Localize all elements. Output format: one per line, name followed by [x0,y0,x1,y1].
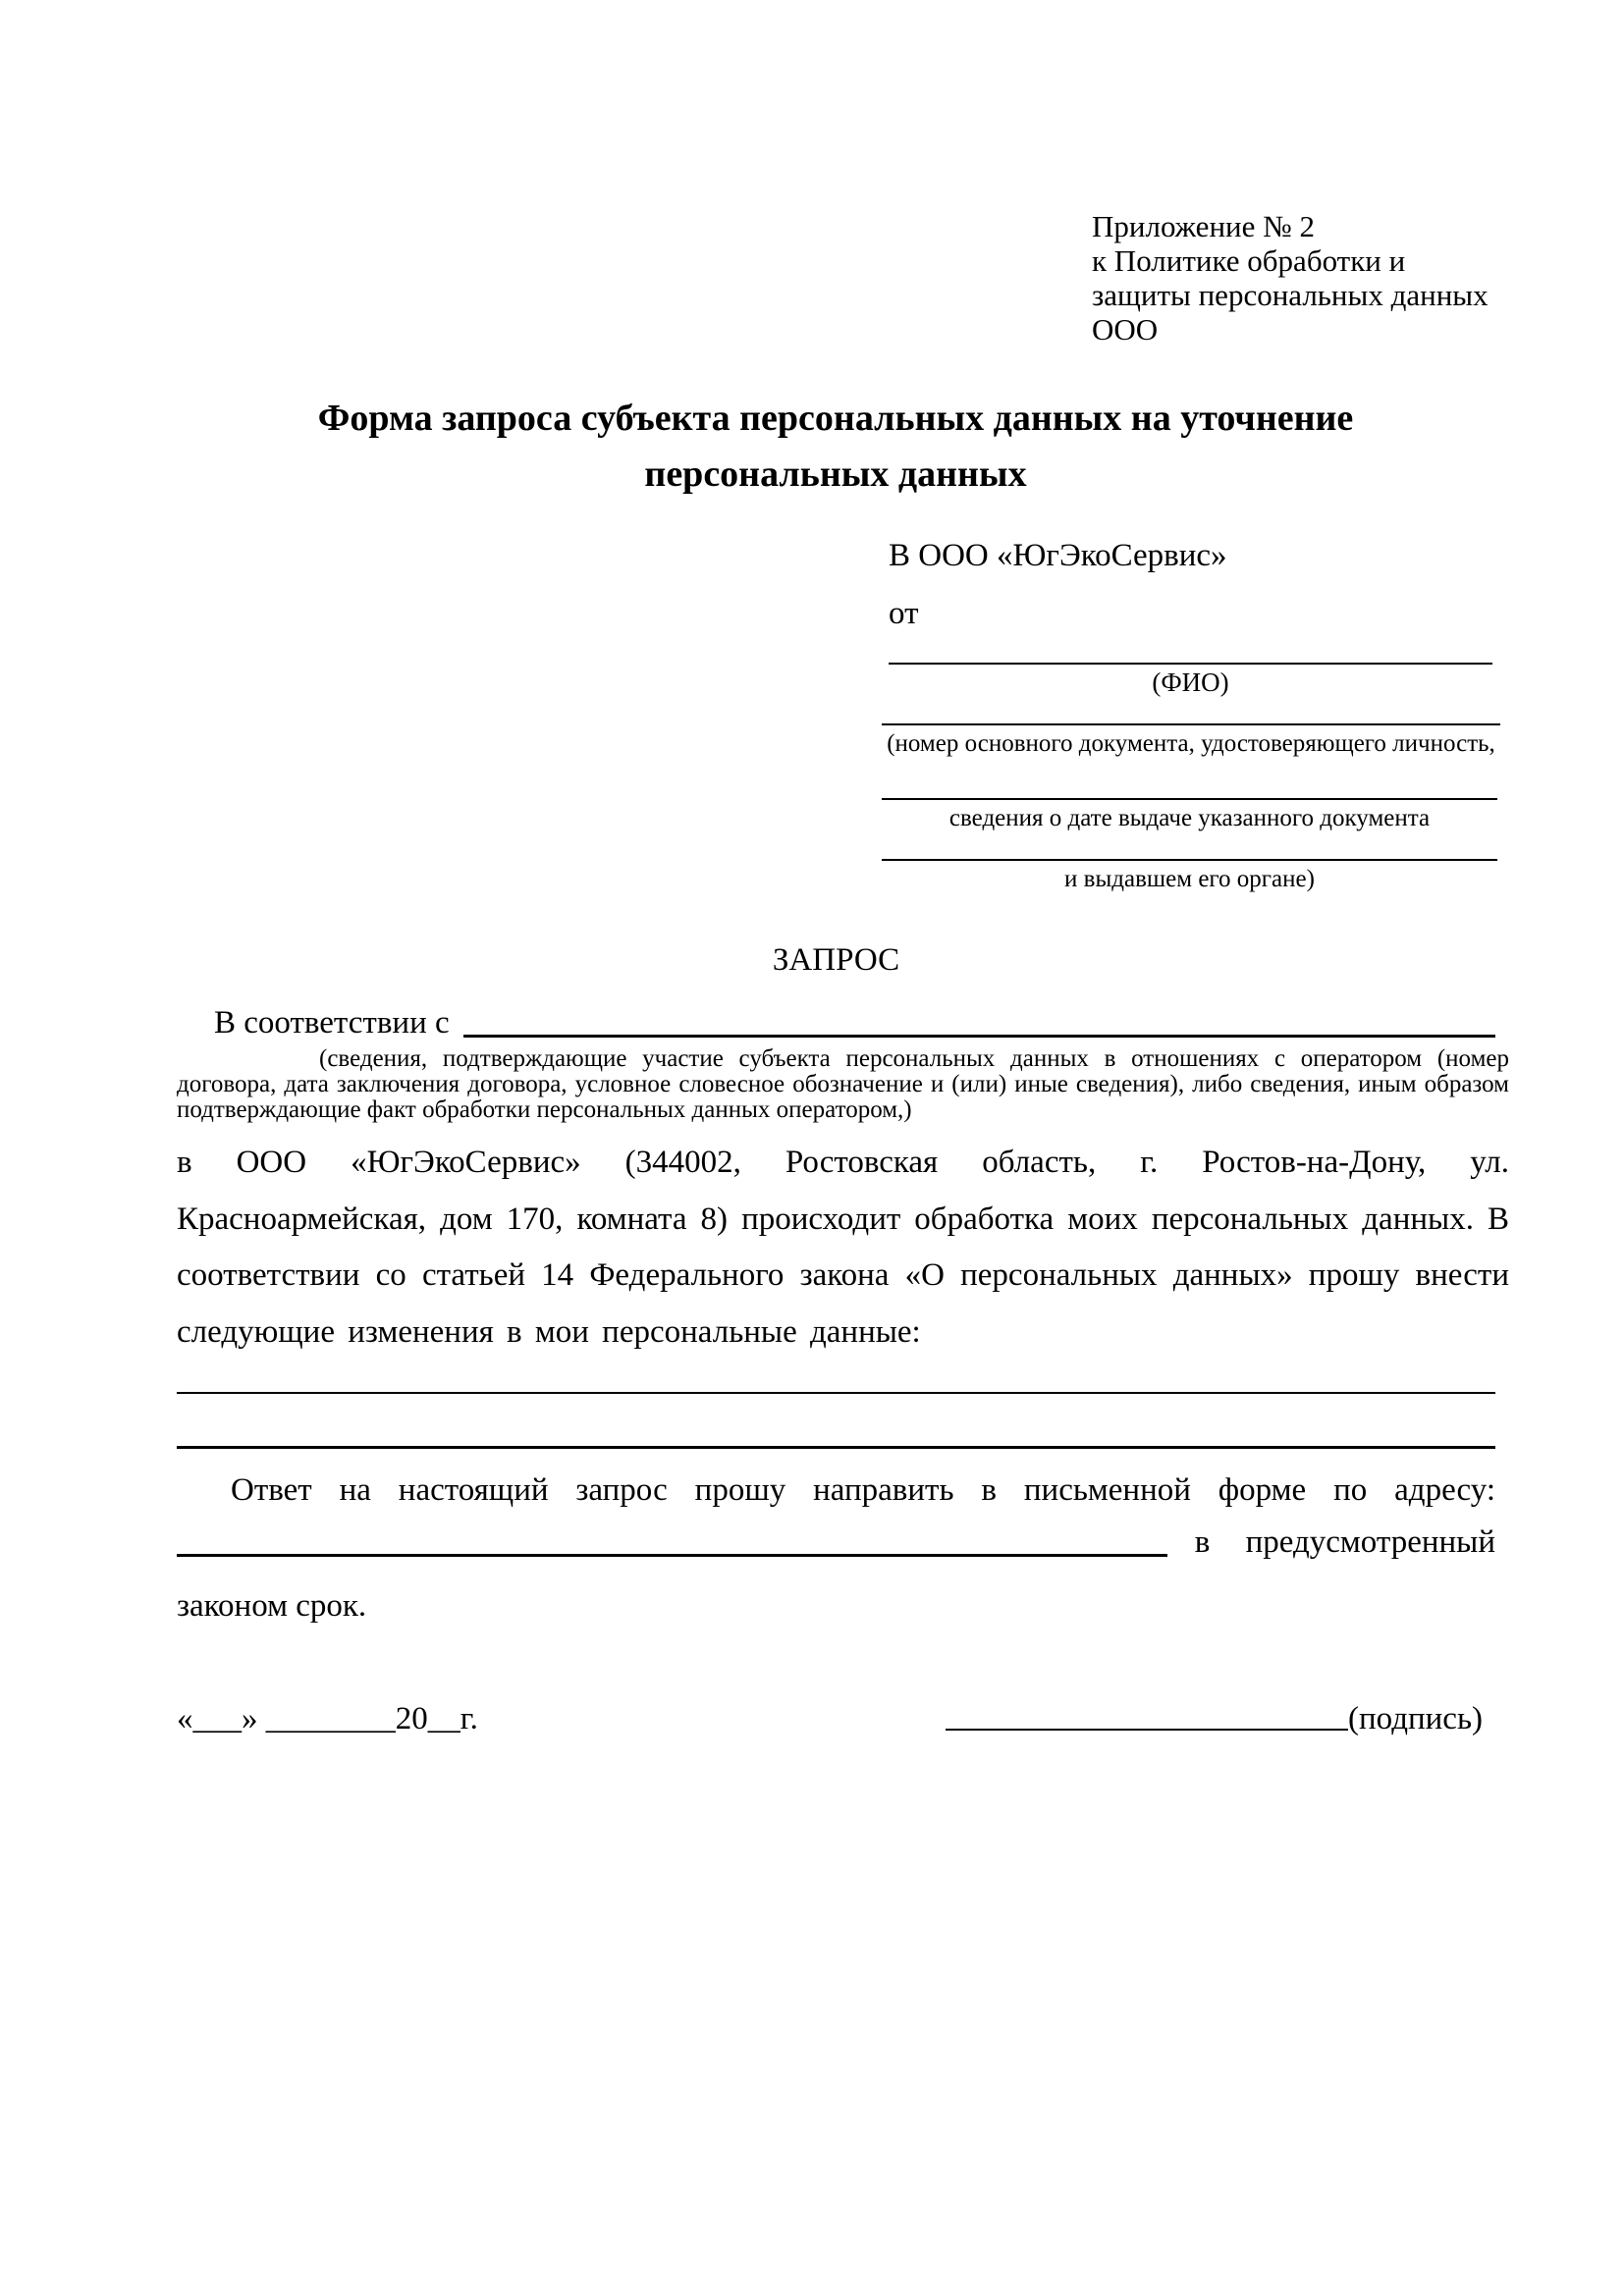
changes-blank-line-1[interactable] [177,1392,1495,1394]
accordance-lead-text: В соответствии с [214,1005,450,1041]
appendix-line-3: защиты персональных данных [1092,278,1489,312]
fio-blank-line[interactable] [889,663,1492,665]
issuer-caption: и выдавшем его органе) [1064,866,1315,892]
appendix-line-2: к Политике обработки и [1092,243,1406,278]
appendix-line-1: Приложение № 2 [1092,209,1315,243]
accordance-blank-line[interactable] [463,1035,1495,1038]
issue-date-blank-line[interactable] [882,798,1497,800]
addressee-organization: В ООО «ЮгЭкоСервис» [889,538,1227,573]
date-blank-field[interactable]: «___» ________20__г. [177,1701,478,1736]
document-title: Форма запроса субъекта персональных данных на уточнение персональных данных [317,398,1354,495]
date-signature-row [177,1701,1483,1737]
reply-lead-text: Ответ на настоящий запрос прошу направить в письменной форме по адресу: [231,1472,1495,1508]
request-heading: ЗАПРОС [772,942,900,978]
reply-address-row [177,1524,1495,1561]
accordance-note: (сведения, подтверждающие участие субъекта персональных данных в отношениях с оператором (номер договора, дата заключения договора, условное словесное обозначение и (или) иные сведения), либо сведения, иным образом подтверждающие факт обработки персональных данных оператором,) [177,1045,1509,1123]
reply-end-text: законом срок. [177,1588,367,1624]
appendix-block [1092,209,1489,347]
id-number-blank-line[interactable] [882,723,1500,725]
fio-caption: (ФИО) [1152,667,1229,697]
changes-blank-line-2[interactable] [177,1446,1495,1449]
issue-date-field [882,798,1497,832]
address-blank-line[interactable] [177,1554,1167,1557]
id-number-field [882,723,1500,758]
reply-tail-text: в предусмотренный [1194,1524,1495,1560]
signature-caption: (подпись) [1348,1701,1483,1736]
signature-blank-line[interactable] [946,1729,1348,1731]
issuer-field [882,859,1497,893]
fio-field [889,663,1492,698]
id-number-caption: (номер основного документа, удостоверяющего личность, [887,730,1495,757]
appendix-line-4: ООО [1092,312,1159,347]
from-label: от [889,596,919,631]
signature-group [946,1701,1483,1737]
accordance-row [177,1005,1495,1041]
body-paragraph: в ООО «ЮгЭкоСервис» (344002, Ростовская область, г. Ростов-на-Дону, ул. Красноармейская, дом 170, комната 8) происходит обработка моих персональных данных. В соответствии со статьей 14 Федерального закона «О персональных данных» прошу внести следующие изменения в мои персональные данные: [177,1145,1509,1350]
issuer-blank-line[interactable] [882,859,1497,861]
issue-date-caption: сведения о дате выдаче указанного документа [948,805,1431,831]
